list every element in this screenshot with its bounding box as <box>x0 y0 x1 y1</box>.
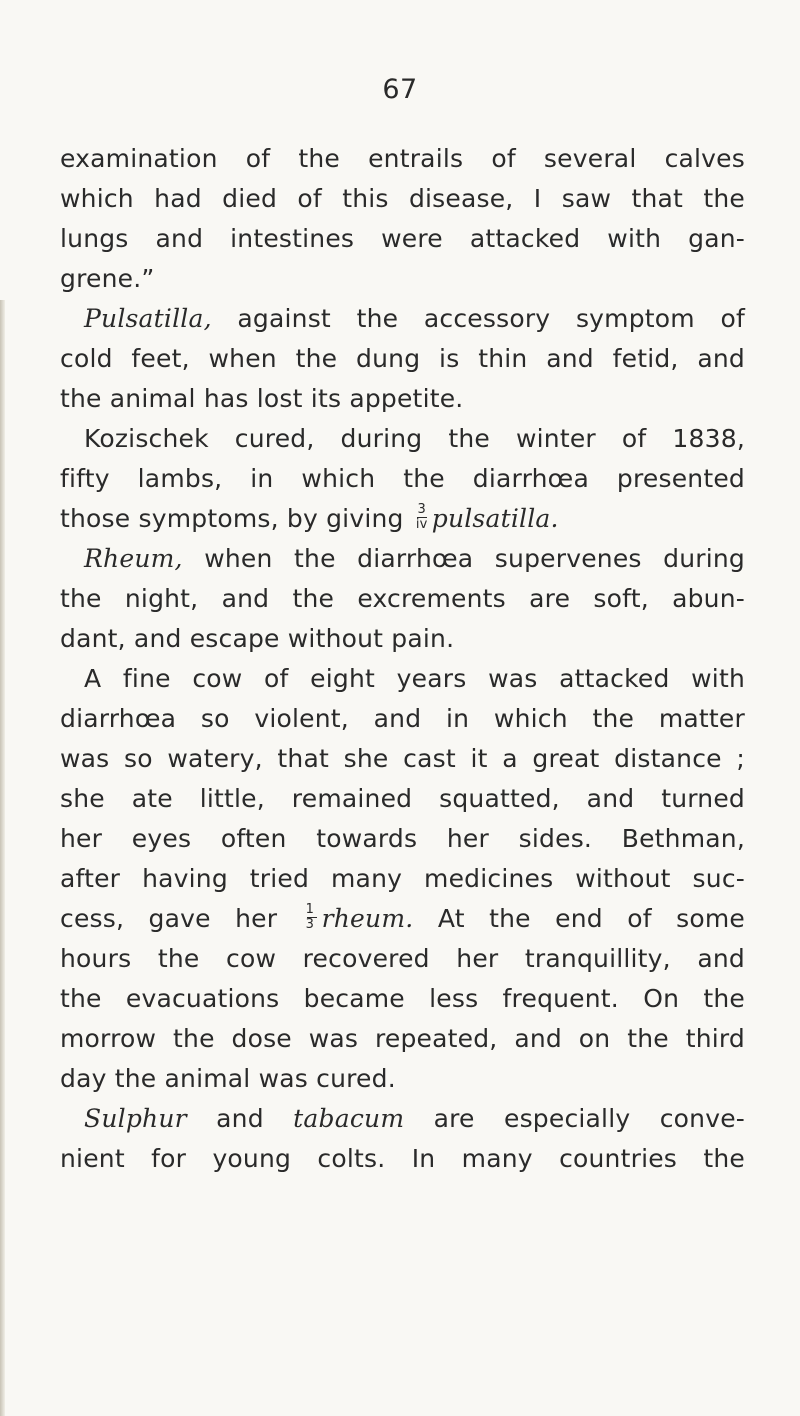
text-span: At the end of some <box>413 904 745 933</box>
fraction-denominator: iv <box>415 517 428 532</box>
text-line: examination of the entrails of several calves <box>60 144 745 173</box>
italic-term: tabacum <box>293 1104 405 1133</box>
text-line: was so watery, that she cast it a great distance ; <box>60 744 745 773</box>
text-span: when the diarrhœa supervenes during <box>182 544 745 573</box>
text-line <box>84 539 745 579</box>
italic-term: Sulphur <box>84 1104 187 1133</box>
text-span: against the accessory symptom of <box>211 304 745 333</box>
text-line: morrow the dose was repeated, and on the third <box>60 1024 745 1053</box>
italic-term: Pulsatilla, <box>84 304 212 333</box>
text-line: the evacuations became less frequent. On the <box>60 984 745 1013</box>
text-line: her eyes often towards her sides. Bethman, <box>60 824 745 853</box>
text-line <box>84 299 745 339</box>
text-line: fifty lambs, in which the diarrhœa presented <box>60 464 745 493</box>
text-line: she ate little, remained squatted, and turned <box>60 784 745 813</box>
fraction-denominator: 3 <box>305 917 315 932</box>
text-line: which had died of this disease, I saw that the <box>60 184 745 213</box>
italic-term: rheum. <box>321 904 414 933</box>
fraction-numerator: 3 <box>417 502 426 517</box>
italic-term: pulsatilla. <box>431 504 559 533</box>
page-edge-shadow <box>0 300 5 1416</box>
dose-fraction <box>306 903 318 933</box>
text-span: and <box>186 1104 294 1133</box>
text-line: grene.” <box>60 264 155 293</box>
text-line: cold feet, when the dung is thin and fetid, and <box>60 344 745 373</box>
text-line <box>60 499 559 539</box>
text-line: nient for young colts. In many countries the <box>60 1144 745 1173</box>
text-line <box>84 1099 745 1139</box>
text-span: cess, gave her <box>60 904 302 933</box>
text-line: dant, and escape without pain. <box>60 624 455 653</box>
italic-term: Rheum, <box>84 544 183 573</box>
text-line: diarrhœa so violent, and in which the matter <box>60 704 745 733</box>
page-number: 67 <box>382 74 418 105</box>
text-line: day the animal was cured. <box>60 1064 396 1093</box>
dose-fraction <box>416 503 428 533</box>
text-line: the animal has lost its appetite. <box>60 384 464 413</box>
text-line: after having tried many medicines without suc- <box>60 864 745 893</box>
text-span: those symptoms, by giving <box>60 504 412 533</box>
text-line: hours the cow recovered her tranquillity, and <box>60 944 745 973</box>
text-span: are especially conve- <box>404 1104 745 1133</box>
text-line: the night, and the excrements are soft, abun- <box>60 584 745 613</box>
text-line <box>60 899 745 939</box>
text-line: Kozischek cured, during the winter of 1838, <box>84 424 745 453</box>
fraction-numerator: 1 <box>305 902 315 917</box>
text-line: A fine cow of eight years was attacked with <box>84 664 745 693</box>
text-line: lungs and intestines were attacked with gan- <box>60 224 745 253</box>
